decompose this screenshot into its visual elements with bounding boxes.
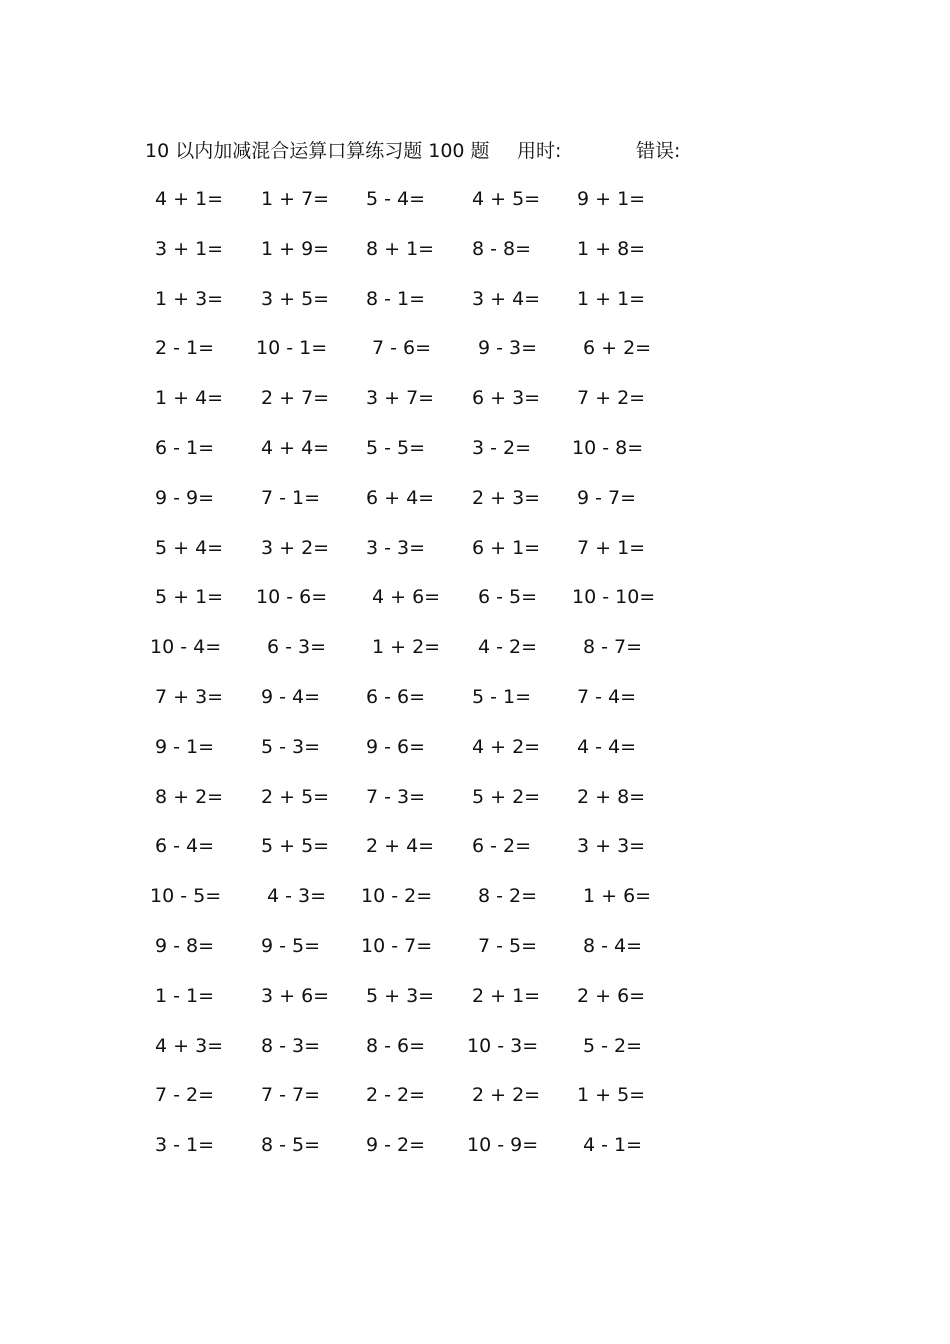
problem-item: 6 - 4= [155,835,215,858]
problem-row [0,434,950,484]
problem-row [0,982,950,1032]
problem-item: 7 - 1= [261,486,321,509]
worksheet-header [145,138,681,164]
problem-item: 1 + 1= [577,287,646,310]
error-count-label: 错误: [636,140,681,162]
problem-row [0,783,950,833]
problem-item: 4 + 4= [261,436,330,459]
problem-item: 7 + 1= [577,536,646,559]
problem-item: 6 - 3= [267,636,327,659]
problem-item: 3 + 1= [155,237,224,260]
problem-item: 5 - 5= [366,436,426,459]
time-used-label: 用时: [517,140,562,162]
problem-item: 6 - 6= [366,685,426,708]
problem-item: 2 + 3= [472,486,541,509]
problem-item: 7 - 4= [577,685,637,708]
problem-item: 2 + 8= [577,785,646,808]
problem-row [0,384,950,434]
problem-row [0,733,950,783]
problem-item: 9 - 1= [155,735,215,758]
problem-item: 3 - 3= [366,536,426,559]
problem-grid [0,185,950,1181]
problem-row [0,633,950,683]
problem-item: 7 - 5= [478,934,538,957]
problem-item: 5 + 1= [155,586,224,609]
problem-row [0,534,950,584]
problem-item: 4 - 4= [577,735,637,758]
problem-item: 8 + 1= [366,237,435,260]
problem-item: 1 - 1= [155,984,215,1007]
problem-item: 8 - 1= [366,287,426,310]
problem-item: 1 + 5= [577,1084,646,1107]
problem-item: 4 - 1= [583,1134,643,1157]
problem-item: 10 - 2= [361,885,433,908]
problem-row [0,932,950,982]
problem-item: 1 + 3= [155,287,224,310]
problem-item: 2 + 7= [261,387,330,410]
problem-item: 6 + 2= [583,337,652,360]
problem-item: 8 - 2= [478,885,538,908]
problem-item: 8 - 5= [261,1134,321,1157]
problem-item: 1 + 8= [577,237,646,260]
problem-row [0,583,950,633]
problem-row [0,334,950,384]
problem-item: 9 - 9= [155,486,215,509]
problem-item: 6 - 5= [478,586,538,609]
problem-item: 8 - 6= [366,1034,426,1057]
problem-item: 10 - 9= [467,1134,539,1157]
problem-row [0,285,950,335]
problem-row [0,1081,950,1131]
problem-item: 9 - 5= [261,934,321,957]
problem-row [0,1032,950,1082]
problem-row [0,484,950,534]
problem-item: 4 - 2= [478,636,538,659]
problem-item: 5 + 4= [155,536,224,559]
problem-item: 2 + 4= [366,835,435,858]
problem-item: 3 + 4= [472,287,541,310]
problem-item: 8 - 8= [472,237,532,260]
problem-item: 9 - 2= [366,1134,426,1157]
problem-item: 2 + 5= [261,785,330,808]
problem-item: 9 - 6= [366,735,426,758]
problem-item: 7 - 6= [372,337,432,360]
problem-row [0,683,950,733]
problem-item: 1 + 6= [583,885,652,908]
problem-item: 6 - 2= [472,835,532,858]
problem-item: 9 - 4= [261,685,321,708]
problem-item: 3 - 2= [472,436,532,459]
problem-item: 6 + 3= [472,387,541,410]
problem-item: 4 - 3= [267,885,327,908]
problem-item: 10 - 4= [150,636,222,659]
problem-item: 4 + 3= [155,1034,224,1057]
problem-item: 10 - 5= [150,885,222,908]
problem-item: 5 - 4= [366,188,426,210]
problem-item: 10 - 1= [256,337,328,360]
problem-item: 4 + 2= [472,735,541,758]
problem-item: 1 + 4= [155,387,224,410]
problem-item: 9 - 8= [155,934,215,957]
problem-item: 5 - 1= [472,685,532,708]
problem-item: 10 - 8= [572,436,644,459]
problem-item: 3 + 5= [261,287,330,310]
problem-item: 2 + 6= [577,984,646,1007]
problem-item: 7 + 2= [577,387,646,410]
problem-row [0,882,950,932]
problem-row [0,832,950,882]
problem-item: 5 + 2= [472,785,541,808]
problem-item: 3 + 7= [366,387,435,410]
problem-item: 8 - 7= [583,636,643,659]
problem-item: 4 + 5= [472,188,541,210]
problem-item: 5 - 3= [261,735,321,758]
problem-item: 8 - 4= [583,934,643,957]
problem-item: 9 + 1= [577,188,646,210]
problem-item: 9 - 7= [577,486,637,509]
problem-item: 7 - 7= [261,1084,321,1107]
problem-item: 2 - 1= [155,337,215,360]
problem-item: 4 + 6= [372,586,441,609]
problem-item: 1 + 7= [261,188,330,210]
problem-item: 3 - 1= [155,1134,215,1157]
problem-row [0,185,950,235]
problem-item: 8 + 2= [155,785,224,808]
problem-item: 7 - 3= [366,785,426,808]
problem-item: 10 - 3= [467,1034,539,1057]
problem-item: 8 - 3= [261,1034,321,1057]
problem-item: 6 + 1= [472,536,541,559]
problem-item: 3 + 3= [577,835,646,858]
problem-item: 10 - 10= [572,586,656,609]
problem-item: 5 + 3= [366,984,435,1007]
worksheet-title: 10 以内加减混合运算口算练习题 100 题 [145,140,490,162]
problem-item: 3 + 2= [261,536,330,559]
problem-item: 1 + 2= [372,636,441,659]
problem-item: 7 - 2= [155,1084,215,1107]
problem-row [0,1131,950,1181]
problem-item: 3 + 6= [261,984,330,1007]
problem-item: 5 + 5= [261,835,330,858]
problem-item: 2 - 2= [366,1084,426,1107]
problem-item: 9 - 3= [478,337,538,360]
problem-item: 10 - 6= [256,586,328,609]
problem-item: 4 + 1= [155,188,224,210]
problem-item: 2 + 1= [472,984,541,1007]
problem-item: 2 + 2= [472,1084,541,1107]
problem-item: 7 + 3= [155,685,224,708]
problem-row [0,235,950,285]
problem-item: 1 + 9= [261,237,330,260]
problem-item: 6 - 1= [155,436,215,459]
problem-item: 6 + 4= [366,486,435,509]
problem-item: 10 - 7= [361,934,433,957]
problem-item: 5 - 2= [583,1034,643,1057]
